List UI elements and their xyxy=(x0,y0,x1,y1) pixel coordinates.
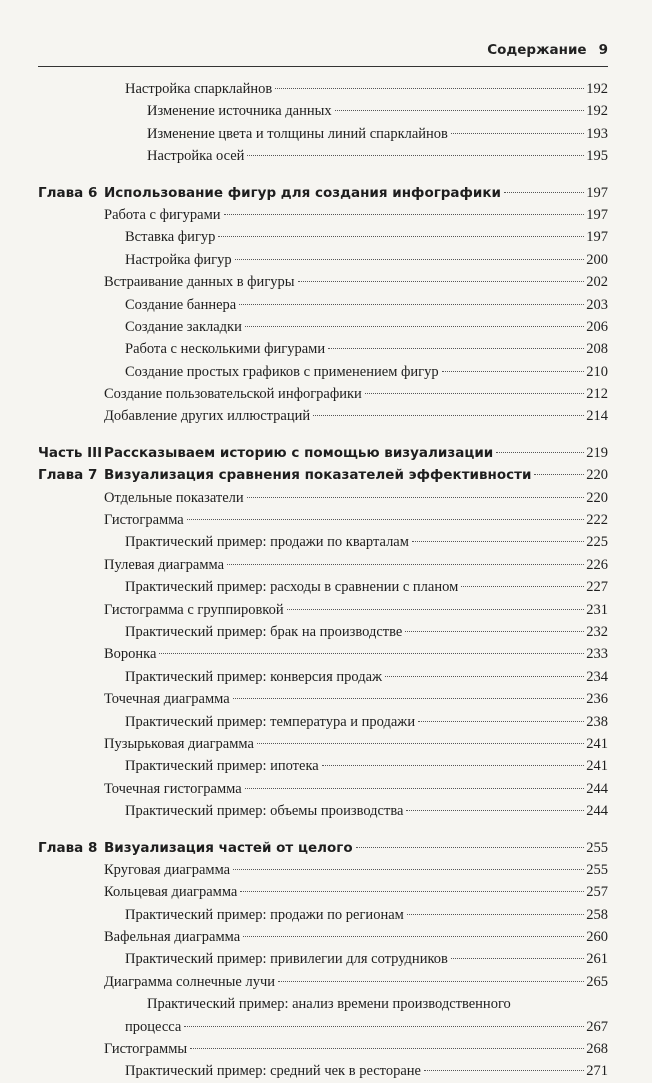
toc-entry xyxy=(0,554,652,576)
section-gap xyxy=(0,428,652,442)
toc-entry-title: Работа с фигурами xyxy=(104,206,221,223)
toc-entry-line xyxy=(125,800,608,822)
toc-entry-line xyxy=(104,643,608,665)
toc-entry-line xyxy=(104,442,608,464)
dot-leader xyxy=(187,519,585,520)
dot-leader xyxy=(235,259,585,260)
toc-page-number: 271 xyxy=(586,1063,608,1080)
toc-page-number: 227 xyxy=(586,579,608,596)
dot-leader xyxy=(247,155,584,156)
toc-chapter-entry xyxy=(0,837,652,859)
toc-page-number: 214 xyxy=(586,408,608,425)
toc-entry-line xyxy=(104,487,608,509)
toc-page-number: 206 xyxy=(586,318,608,335)
dot-leader xyxy=(278,981,584,982)
toc-page-number: 258 xyxy=(586,906,608,923)
toc-entry xyxy=(0,881,652,903)
page-number: 9 xyxy=(598,42,608,58)
dot-leader xyxy=(451,958,584,959)
toc-entry-line xyxy=(125,666,608,688)
dot-leader xyxy=(275,88,584,89)
toc-page-number: 244 xyxy=(586,803,608,820)
toc-entry xyxy=(0,800,652,822)
dot-leader xyxy=(365,393,584,394)
dot-leader xyxy=(247,497,585,498)
toc-page-number: 231 xyxy=(586,601,608,618)
toc-entry-title: Настройка спарклайнов xyxy=(125,81,273,97)
toc-entry xyxy=(0,971,652,993)
dot-leader xyxy=(322,765,585,766)
dot-leader xyxy=(534,474,584,475)
dot-leader xyxy=(406,810,584,811)
toc-entry-title: Создание закладки xyxy=(125,318,242,335)
toc-entry xyxy=(0,361,652,383)
toc-page-number: 233 xyxy=(586,646,608,663)
toc-entry-title: Практический пример: привилегии для сотрудников xyxy=(125,951,448,968)
toc-entry-line xyxy=(125,1060,608,1082)
toc-entry-title: Диаграмма солнечные лучи xyxy=(104,973,275,990)
dot-leader xyxy=(240,891,584,892)
dot-leader xyxy=(451,133,584,134)
toc-entry-title: Вставка фигур xyxy=(125,229,216,246)
toc-entry-title: Кольцевая диаграмма xyxy=(104,884,238,901)
toc-entry-title: Воронка xyxy=(104,646,157,663)
toc-chapter-entry xyxy=(0,464,652,486)
toc-entry-line xyxy=(147,145,608,167)
toc-entry xyxy=(0,249,652,271)
toc-entry-line xyxy=(104,688,608,710)
header-rule xyxy=(38,66,608,67)
toc-entry-line xyxy=(125,226,608,248)
running-head xyxy=(487,42,608,58)
toc-entry-line xyxy=(125,621,608,643)
toc-entry-line xyxy=(104,383,608,405)
toc-entry-line xyxy=(125,316,608,338)
toc-page-number: 265 xyxy=(586,973,608,990)
dot-leader xyxy=(218,236,584,237)
chapter-label: Глава 7 xyxy=(38,467,98,484)
toc-entry-line xyxy=(125,1016,608,1038)
toc-entry xyxy=(0,926,652,948)
toc-page-number: 200 xyxy=(586,251,608,268)
toc-entry xyxy=(0,1060,652,1082)
toc-entry-title: Изменение источника данных xyxy=(147,103,332,120)
toc-entry-title: Создание пользовательской инфографики xyxy=(104,386,362,403)
dot-leader xyxy=(227,564,584,565)
dot-leader xyxy=(184,1026,584,1027)
toc-entry xyxy=(0,643,652,665)
toc-entry xyxy=(0,123,652,145)
toc-entry-title: Практический пример: температура и продажи xyxy=(125,713,416,730)
toc-entry-line xyxy=(104,859,608,881)
toc-entry-title: Работа с несколькими фигурами xyxy=(125,341,326,358)
toc-entry xyxy=(0,78,652,100)
toc-page-number: 226 xyxy=(586,556,608,573)
toc-entry xyxy=(0,859,652,881)
toc-entry-title: Практический пример: средний чек в ресторане xyxy=(125,1063,421,1080)
section-gap xyxy=(0,823,652,837)
toc-entry xyxy=(0,904,652,926)
toc-entry-title: Круговая диаграмма xyxy=(104,861,231,878)
toc-page-number: 267 xyxy=(586,1018,608,1035)
toc-entry-title: Практический пример: ипотека xyxy=(125,758,319,775)
toc-page-number: 260 xyxy=(586,929,608,946)
toc-entry-line xyxy=(104,1038,608,1060)
toc-page-number: 225 xyxy=(586,534,608,551)
toc-page-number: 195 xyxy=(586,148,608,165)
toc-entry-title: Использование фигур для создания инфографики xyxy=(104,184,502,201)
dot-leader xyxy=(245,788,585,789)
toc-entry-line xyxy=(125,338,608,360)
toc-entry-title: Практический пример: расходы в сравнении с планом xyxy=(125,579,459,596)
toc-entry xyxy=(0,294,652,316)
toc-entry-line xyxy=(104,182,608,204)
dot-leader xyxy=(233,698,585,699)
toc-entry-title: Вафельная диаграмма xyxy=(104,929,241,946)
dot-leader xyxy=(504,192,584,193)
toc-page-number: 220 xyxy=(586,489,608,506)
toc-entry-title: Практический пример: конверсия продаж xyxy=(125,668,383,685)
toc-entry-line xyxy=(147,100,608,122)
toc-entry-title: Рассказываем историю с помощью визуализации xyxy=(104,444,494,461)
toc-page-number: 232 xyxy=(586,623,608,640)
toc-entry-line xyxy=(125,576,608,598)
toc-entry-title: Точечная гистограмма xyxy=(104,780,242,797)
toc-page-number: 197 xyxy=(586,184,608,201)
dot-leader xyxy=(412,541,584,542)
dot-leader xyxy=(224,214,585,215)
dot-leader xyxy=(385,676,584,677)
toc-entry xyxy=(0,688,652,710)
toc-entry-line xyxy=(125,361,608,383)
toc-page-number: 268 xyxy=(586,1041,608,1058)
toc-entry-line xyxy=(104,599,608,621)
dot-leader xyxy=(496,452,584,453)
toc-entry-line xyxy=(125,294,608,316)
toc-page-number: 212 xyxy=(586,386,608,403)
toc-page-number: 219 xyxy=(586,444,608,461)
dot-leader xyxy=(418,721,584,722)
toc-chapter-entry xyxy=(0,182,652,204)
dot-leader xyxy=(442,371,585,372)
toc-entry-title: Настройка осей xyxy=(147,148,245,165)
toc-entry xyxy=(0,733,652,755)
dot-leader xyxy=(233,869,584,870)
toc-entry-line xyxy=(125,711,608,733)
dot-leader xyxy=(257,743,584,744)
toc-entry-title: Визуализация сравнения показателей эффективности xyxy=(104,467,532,484)
toc-page-number: 220 xyxy=(586,467,608,484)
toc-page-number: 244 xyxy=(586,780,608,797)
toc-chapter-entry xyxy=(0,442,652,464)
toc-entry xyxy=(0,576,652,598)
toc-page-number: 255 xyxy=(586,839,608,856)
toc-entry-title: Создание баннера xyxy=(125,296,237,313)
toc-entry-title: Визуализация частей от целого xyxy=(104,839,353,856)
toc-page-number: 208 xyxy=(586,341,608,358)
dot-leader xyxy=(287,609,585,610)
toc-entry xyxy=(0,1038,652,1060)
toc-page-number: 203 xyxy=(586,296,608,313)
toc-entry-title: Гистограммы xyxy=(104,1041,188,1058)
toc-page-number: 238 xyxy=(586,713,608,730)
toc-entry-line xyxy=(147,123,608,145)
toc-entry-title: Практический пример: продажи по кварталам xyxy=(125,534,409,551)
toc-page-number: 255 xyxy=(586,861,608,878)
toc-entry xyxy=(0,599,652,621)
toc-entry-title: Отдельные показатели xyxy=(104,489,244,506)
toc-entry-title: Создание простых графиков с применением фигур xyxy=(125,363,439,380)
toc-entry xyxy=(0,778,652,800)
dot-leader xyxy=(424,1070,584,1071)
toc-page-number: 261 xyxy=(586,951,608,968)
toc-entry-line xyxy=(104,271,608,293)
dot-leader xyxy=(245,326,584,327)
toc-page-number: 192 xyxy=(586,81,608,97)
dot-leader xyxy=(407,914,584,915)
toc-entry xyxy=(0,531,652,553)
toc-entry xyxy=(0,204,652,226)
toc-entry-line xyxy=(104,837,608,859)
toc-entry-line xyxy=(125,78,608,100)
toc-entry-title: Гистограмма xyxy=(104,512,184,529)
toc-page-number: 257 xyxy=(586,884,608,901)
toc-entry-title: Гистограмма с группировкой xyxy=(104,601,284,618)
dot-leader xyxy=(356,847,585,848)
toc-entry-line xyxy=(104,509,608,531)
toc-page-number: 241 xyxy=(586,735,608,752)
toc-entry-line xyxy=(104,464,608,486)
toc-entry-line xyxy=(104,405,608,427)
toc-entry-title: Изменение цвета и толщины линий спарклайнов xyxy=(147,125,448,142)
toc-entry-line xyxy=(104,778,608,800)
toc-entry xyxy=(0,711,652,733)
dot-leader xyxy=(190,1048,584,1049)
toc-entry-line xyxy=(125,904,608,926)
toc-entry-title: Практический пример: анализ времени производственного xyxy=(147,996,511,1013)
toc-page-number: 193 xyxy=(586,125,608,142)
table-of-contents xyxy=(0,78,652,1083)
toc-entry-line xyxy=(125,755,608,777)
toc-entry xyxy=(0,383,652,405)
toc-entry-title: Пузырьковая диаграмма xyxy=(104,735,254,752)
chapter-label: Часть III xyxy=(38,444,103,461)
dot-leader xyxy=(461,586,584,587)
toc-entry-line xyxy=(104,554,608,576)
dot-leader xyxy=(335,110,585,111)
toc-page-number: 202 xyxy=(586,274,608,291)
dot-leader xyxy=(298,281,585,282)
toc-entry xyxy=(0,666,652,688)
toc-entry xyxy=(0,316,652,338)
dot-leader xyxy=(239,304,584,305)
toc-page-number: 236 xyxy=(586,691,608,708)
toc-entry-title: Пулевая диаграмма xyxy=(104,556,225,573)
toc-entry-line xyxy=(104,733,608,755)
toc-entry xyxy=(0,509,652,531)
section-gap xyxy=(0,168,652,182)
toc-entry xyxy=(0,621,652,643)
toc-entry-title: Практический пример: продажи по регионам xyxy=(125,906,404,923)
toc-page-number: 222 xyxy=(586,512,608,529)
toc-entry-title-continued: процесса xyxy=(125,1018,182,1035)
toc-entry-title: Настройка фигур xyxy=(125,251,232,268)
dot-leader xyxy=(313,415,584,416)
toc-page-number: 192 xyxy=(586,103,608,120)
toc-page-number: 197 xyxy=(586,229,608,246)
toc-entry-title: Точечная диаграмма xyxy=(104,691,230,708)
toc-entry xyxy=(0,405,652,427)
dot-leader xyxy=(328,348,584,349)
toc-entry xyxy=(0,226,652,248)
toc-entry-line xyxy=(125,531,608,553)
toc-entry xyxy=(0,948,652,970)
chapter-label: Глава 6 xyxy=(38,184,98,201)
toc-entry-title: Практический пример: объемы производства xyxy=(125,803,404,820)
chapter-label: Глава 8 xyxy=(38,839,98,856)
toc-entry xyxy=(0,755,652,777)
toc-entry-title: Практический пример: брак на производстве xyxy=(125,623,403,640)
dot-leader xyxy=(405,631,584,632)
toc-entry xyxy=(0,271,652,293)
toc-entry-line xyxy=(125,249,608,271)
running-head-title: Содержание xyxy=(487,42,587,58)
toc-entry-line xyxy=(104,881,608,903)
toc-entry xyxy=(0,100,652,122)
toc-page-number: 241 xyxy=(586,758,608,775)
toc-entry-line xyxy=(104,926,608,948)
toc-entry-title: Добавление других иллюстраций xyxy=(104,408,311,425)
toc-entry xyxy=(0,338,652,360)
toc-page-number: 210 xyxy=(586,363,608,380)
toc-entry-line xyxy=(104,204,608,226)
toc-page-number: 234 xyxy=(586,668,608,685)
toc-page-number: 197 xyxy=(586,206,608,223)
dot-leader xyxy=(159,653,584,654)
toc-entry xyxy=(0,145,652,167)
toc-entry-title: Встраивание данных в фигуры xyxy=(104,274,295,291)
toc-entry-line xyxy=(104,971,608,993)
dot-leader xyxy=(243,936,584,937)
toc-entry-line xyxy=(125,948,608,970)
toc-entry xyxy=(0,487,652,509)
